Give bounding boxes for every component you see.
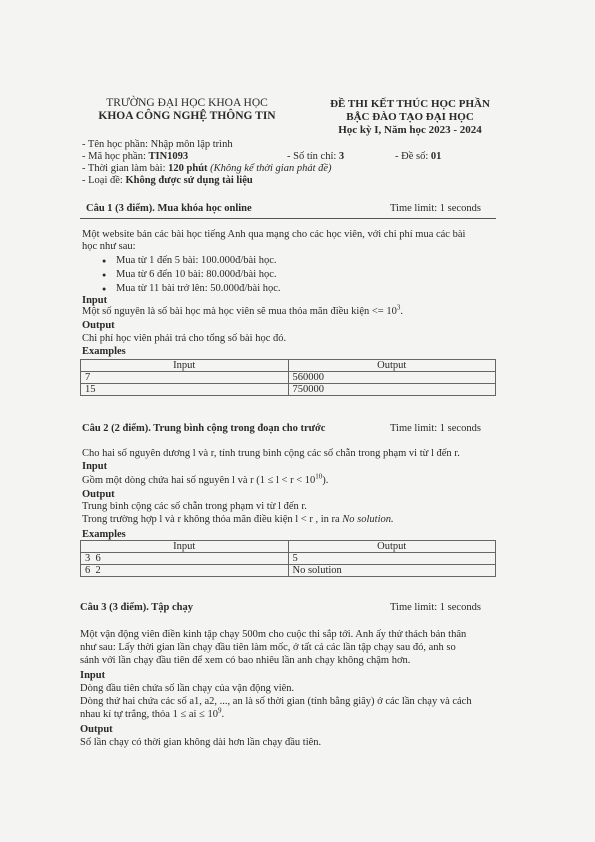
table-cell: No solution bbox=[288, 565, 496, 577]
q3-output-label: Output bbox=[80, 724, 113, 735]
table-header-row bbox=[81, 541, 496, 553]
q2-input-text: Gồm một dòng chứa hai số nguyên l và r $(1 \le l < r < 10^{10})$. bbox=[82, 472, 329, 486]
table-cell: 15 bbox=[81, 384, 289, 396]
q1-intro-2: học như sau: bbox=[82, 241, 136, 252]
q3-input-line-1: Dòng đầu tiên chứa số lần chạy của vận động viên. bbox=[80, 683, 295, 694]
q1-title: Câu 1 (3 điểm). Mua khóa học online bbox=[86, 203, 252, 214]
table-cell: 7 bbox=[81, 372, 289, 384]
table-cell: 3 6 bbox=[81, 553, 289, 565]
q2-title: Câu 2 (2 điểm). Trung bình cộng trong đoạn cho trước bbox=[82, 423, 326, 434]
table-cell: 750000 bbox=[288, 384, 496, 396]
table-row bbox=[81, 565, 496, 577]
q1-examples-label: Examples bbox=[82, 346, 126, 357]
exam-semester: Học kỳ I, Năm học 2023 - 2024 bbox=[338, 124, 482, 136]
table-cell: 5 bbox=[288, 553, 496, 565]
exam-type-line: - Loại đề: Không được sử dụng tài liệu bbox=[82, 175, 253, 186]
credits-line: - Số tín chỉ: 3 bbox=[287, 151, 345, 162]
q1-intro-1: Một website bán các bài học tiếng Anh qua mạng cho các học viên, với chi phí mua các bài bbox=[82, 229, 466, 240]
q1-bullet-3: ● Mua từ 11 bài trở lên: 50.000đ/bài học. bbox=[116, 282, 281, 295]
q3-input-line-3: nhau kí tự trắng, thỏa 1 ≤ ai ≤ $10^9$. bbox=[80, 706, 225, 720]
q1-divider bbox=[80, 218, 496, 219]
exam-level: BẬC ĐÀO TẠO ĐẠI HỌC bbox=[346, 111, 474, 123]
q2-time-limit: Time limit: 1 seconds bbox=[390, 423, 481, 434]
q1-time-limit: Time limit: 1 seconds bbox=[390, 203, 481, 214]
exam-number-line: - Đề số: 01 bbox=[395, 151, 442, 162]
q3-intro-1: Một vận động viên điền kinh tập chạy 500m cho cuộc thi sắp tới. Anh ấy thử thách bản thân bbox=[80, 629, 467, 640]
q1-examples-table bbox=[80, 359, 496, 396]
code-line: - Mã học phần: TIN1093 bbox=[82, 151, 189, 162]
q3-intro-3: sánh với lần chạy đầu tiên để xem có bao nhiêu lần anh chạy không chậm hơn. bbox=[80, 655, 411, 666]
q2-intro: Cho hai số nguyên dương l và r, tính trung bình cộng các số chẵn trong phạm vi từ l đến r. bbox=[82, 448, 460, 459]
table-cell: 6 2 bbox=[81, 565, 289, 577]
university-name: TRƯỜNG ĐẠI HỌC KHOA HỌC bbox=[106, 97, 268, 109]
exam-title: ĐỀ THI KẾT THÚC HỌC PHẦN bbox=[330, 98, 490, 110]
table-header-row bbox=[81, 360, 496, 372]
q3-title: Câu 3 (3 điểm). Tập chạy bbox=[80, 602, 193, 613]
faculty-name: KHOA CÔNG NGHỆ THÔNG TIN bbox=[98, 110, 276, 122]
q3-output-text: Số lần chạy có thời gian không dài hơn lần chạy đầu tiên. bbox=[80, 737, 322, 748]
q1-bullet-2: ● Mua từ 6 đến 10 bài: 80.000đ/bài học. bbox=[116, 268, 277, 281]
q2-output-label: Output bbox=[82, 489, 115, 500]
q2-examples-label: Examples bbox=[82, 529, 126, 540]
q3-time-limit: Time limit: 1 seconds bbox=[390, 602, 481, 613]
q1-input-text: Một số nguyên là số bài học mà học viên sẽ mua thỏa mãn điều kiện <= $10^3$. bbox=[82, 303, 403, 317]
q1-output-text: Chi phí học viên phải trả cho tổng số bài học đó. bbox=[82, 333, 287, 344]
q1-bullet-1: ● Mua từ 1 đến 5 bài: 100.000đ/bài học. bbox=[116, 254, 277, 267]
table-cell: 560000 bbox=[288, 372, 496, 384]
q1-input-label: Input bbox=[82, 295, 108, 306]
duration-line: - Thời gian làm bài: 120 phút (Không kể thời gian phát đề) bbox=[82, 163, 332, 174]
course-line: - Tên học phần: Nhập môn lập trình bbox=[82, 139, 233, 150]
q3-input-line-2: Dòng thứ hai chứa các số a1, a2, ..., an là số thời gian (tính bằng giây) ở các lần chạy và cách bbox=[80, 696, 472, 707]
table-row bbox=[81, 553, 496, 565]
table-header-input: Input bbox=[81, 360, 289, 372]
q2-output-line-2: Trong trường hợp l và r không thỏa mãn điều kiện l < r , in ra No solution. bbox=[82, 514, 394, 525]
table-header-input: Input bbox=[81, 541, 289, 553]
table-row bbox=[81, 384, 496, 396]
table-row bbox=[81, 372, 496, 384]
table-header-output: Output bbox=[288, 360, 496, 372]
q2-examples-table bbox=[80, 540, 496, 577]
q2-output-line-1: Trung bình cộng các số chẵn trong phạm vi từ l đến r. bbox=[82, 501, 307, 512]
q3-input-label: Input bbox=[80, 670, 106, 681]
q3-intro-2: như sau: Lấy thời gian lần chạy đầu tiên làm mốc, ở tất cả các lần tập chạy sau đó, anh so bbox=[80, 642, 456, 653]
q2-input-label: Input bbox=[82, 461, 108, 472]
q1-output-label: Output bbox=[82, 320, 115, 331]
table-header-output: Output bbox=[288, 541, 496, 553]
